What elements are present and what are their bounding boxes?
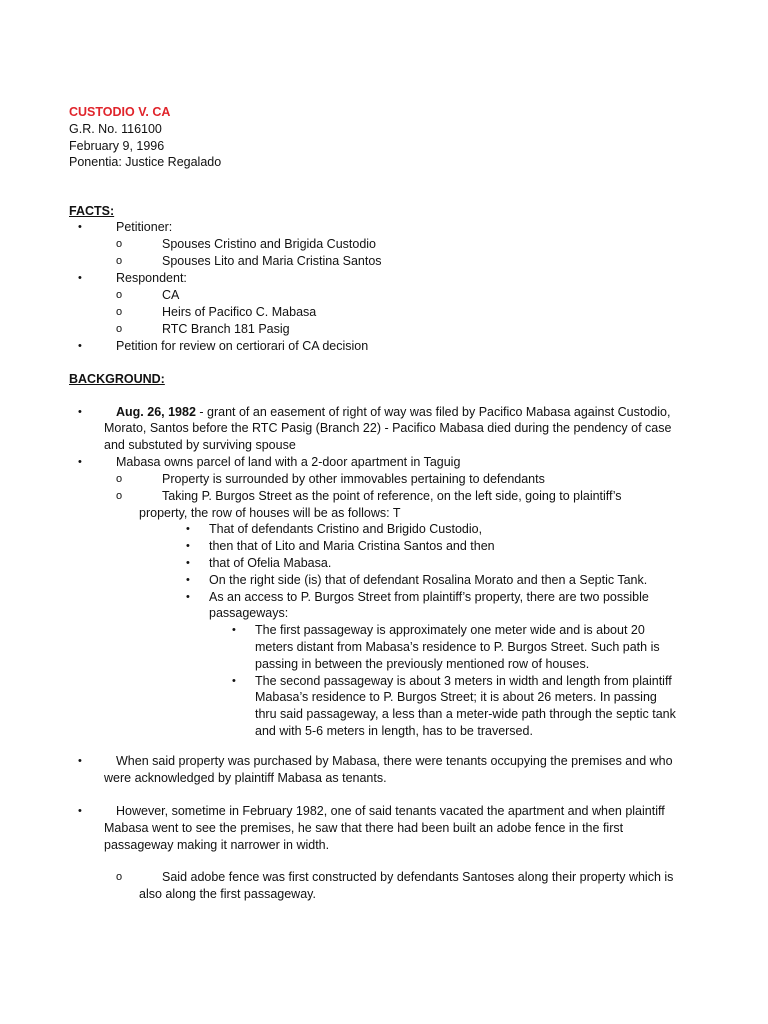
respondent-item: CA xyxy=(162,288,180,302)
bullet-icon: • xyxy=(186,557,190,569)
background-item-1-date: Aug. 26, 1982 xyxy=(116,405,196,419)
house-item: That of defendants Cristino and Brigido Custodio, xyxy=(209,522,483,536)
bullet-icon: • xyxy=(78,221,82,233)
passageway-1-line: passing in between the previously mentioned row of houses. xyxy=(255,657,590,671)
background-item-1-line: Aug. 26, 1982 - grant of an easement of right of way was filed by Pacifico Mabasa against Custodio, xyxy=(116,405,671,419)
circle-bullet-icon: o xyxy=(116,871,123,883)
bullet-icon: • xyxy=(186,591,190,603)
background-item-2: Mabasa owns parcel of land with a 2-door apartment in Taguig xyxy=(116,455,461,469)
bullet-icon: • xyxy=(78,456,82,468)
bullet-icon: • xyxy=(78,805,82,817)
respondent-item: RTC Branch 181 Pasig xyxy=(162,322,290,336)
bullet-icon: • xyxy=(232,624,236,636)
bullet-icon: • xyxy=(78,272,82,284)
background-item-4-line: However, sometime in February 1982, one of said tenants vacated the apartment and when plaintiff xyxy=(116,804,665,818)
facts-heading: FACTS: xyxy=(69,204,115,218)
bullet-icon: • xyxy=(78,755,82,767)
house-item: that of Ofelia Mabasa. xyxy=(209,556,332,570)
bullet-icon: • xyxy=(78,340,82,352)
circle-bullet-icon: o xyxy=(116,490,123,502)
passageway-2-line: The second passageway is about 3 meters in width and length from plaintiff xyxy=(255,674,672,688)
background-item-3-line: were acknowledged by plaintiff Mabasa as tenants. xyxy=(104,771,387,785)
circle-bullet-icon: o xyxy=(116,289,123,301)
background-item-1-line: Morato, Santos before the RTC Pasig (Branch 22) - Pacifico Mabasa died during the pendency of case xyxy=(104,421,672,435)
decision-date: February 9, 1996 xyxy=(69,139,165,153)
house-item: then that of Lito and Maria Cristina Santos and then xyxy=(209,539,495,553)
bullet-icon: • xyxy=(186,523,190,535)
background-item-1-line: and substuted by surviving spouse xyxy=(104,438,296,452)
respondent-item: Heirs of Pacifico C. Mabasa xyxy=(162,305,317,319)
access-line: As an access to P. Burgos Street from plaintiff’s property, there are two possible xyxy=(209,590,649,604)
passageway-2-line: thru said passageway, a less than a meter-wide path through the septic tank xyxy=(255,707,676,721)
house-item: On the right side (is) that of defendant Rosalina Morato and then a Septic Tank. xyxy=(209,573,648,587)
gr-number: G.R. No. 116100 xyxy=(69,122,162,136)
petitioner-item: Spouses Cristino and Brigida Custodio xyxy=(162,237,377,251)
bullet-icon: • xyxy=(232,675,236,687)
petition-line: Petition for review on certiorari of CA decision xyxy=(116,339,369,353)
circle-bullet-icon: o xyxy=(116,238,123,250)
background-item-3-line: When said property was purchased by Mabasa, there were tenants occupying the premises and who xyxy=(116,754,673,768)
background-sub-item: Property is surrounded by other immovables pertaining to defendants xyxy=(162,472,545,486)
bullet-icon: • xyxy=(186,540,190,552)
circle-bullet-icon: o xyxy=(116,306,123,318)
background-item-4-line: passageway making it narrower in width. xyxy=(104,838,330,852)
background-heading: BACKGROUND: xyxy=(69,372,165,386)
bullet-icon: • xyxy=(186,574,190,586)
background-item-4-line: Mabasa went to see the premises, he saw that there had been built an adobe fence in the first xyxy=(104,821,624,835)
passageway-1-line: The first passageway is approximately one meter wide and is about 20 xyxy=(255,623,645,637)
circle-bullet-icon: o xyxy=(116,323,123,335)
respondent-label: Respondent: xyxy=(116,271,187,285)
access-line: passageways: xyxy=(209,606,289,620)
passageway-1-line: meters distant from Mabasa’s residence to P. Burgos Street. Such path is xyxy=(255,640,660,654)
circle-bullet-icon: o xyxy=(116,473,123,485)
passageway-2-line: Mabasa’s residence to P. Burgos Street; it is about 26 meters. In passing xyxy=(255,690,657,704)
background-sub-item-line: Taking P. Burgos Street as the point of reference, on the left side, going to plaintiff’s xyxy=(162,489,622,503)
circle-bullet-icon: o xyxy=(116,255,123,267)
background-sub-item-line: Said adobe fence was first constructed by defendants Santoses along their property which is xyxy=(162,870,674,884)
background-sub-item-line: also along the first passageway. xyxy=(139,887,316,901)
bullet-icon: • xyxy=(78,406,82,418)
case-title: CUSTODIO V. CA xyxy=(69,105,171,119)
ponente: Ponentia: Justice Regalado xyxy=(69,155,222,169)
passageway-2-line: and with 5-6 meters in length, has to be traversed. xyxy=(255,724,533,738)
petitioner-label: Petitioner: xyxy=(116,220,173,234)
petitioner-item: Spouses Lito and Maria Cristina Santos xyxy=(162,254,382,268)
background-sub-item-line: property, the row of houses will be as follows: T xyxy=(139,506,401,520)
